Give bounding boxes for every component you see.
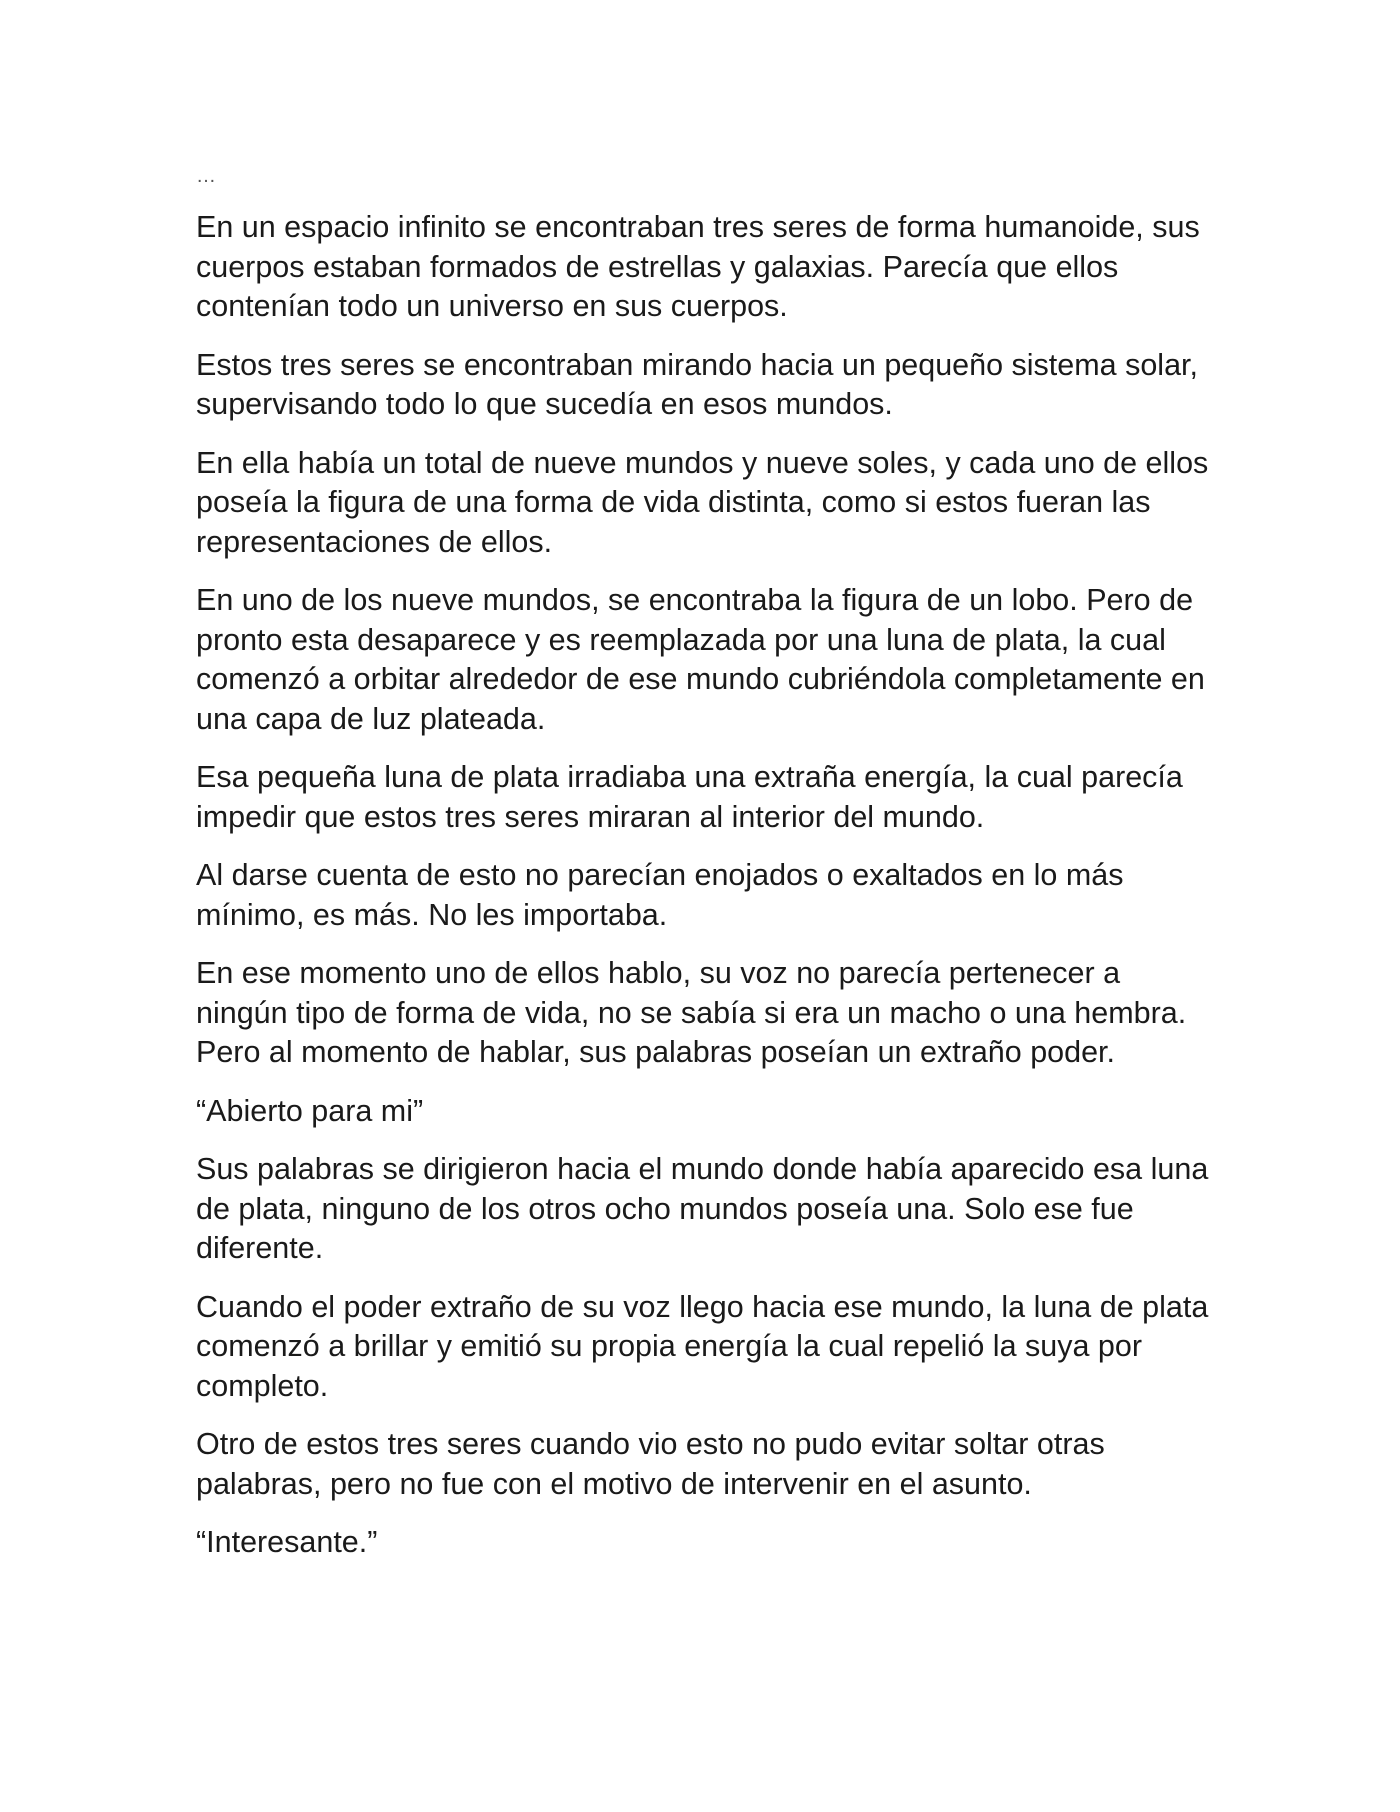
paragraph-7: En ese momento uno de ellos hablo, su voz no parecía pertenecer a ningún tipo de forma de vida, no se sabía si era un macho o una hembra. Pero al momento de hablar, sus palabras poseían un extraño poder. xyxy=(196,956,1187,1069)
paragraph-10: Otro de estos tres seres cuando vio esto no pudo evitar soltar otras palabras, pero no fue con el motivo de intervenir en el asunto. xyxy=(196,1427,1105,1501)
paragraph-4: En uno de los nueve mundos, se encontraba la figura de un lobo. Pero de pronto esta desaparece y es reemplazada por una luna de plata, la cual comenzó a orbitar alrededor de ese mundo cubriéndola completamente en una capa de luz plateada. xyxy=(196,583,1205,736)
paragraph-1: En un espacio infinito se encontraban tres seres de forma humanoide, sus cuerpos estaban formados de estrellas y galaxias. Parecía que ellos contenían todo un universo en sus cuerpos. xyxy=(196,210,1200,323)
paragraph-5: Esa pequeña luna de plata irradiaba una extraña energía, la cual parecía impedir que estos tres seres miraran al interior del mundo. xyxy=(196,760,1183,834)
paragraph-3: En ella había un total de nueve mundos y nueve soles, y cada uno de ellos poseía la figura de una forma de vida distinta, como si estos fueran las representaciones de ellos. xyxy=(196,445,1209,559)
paragraph-6: Al darse cuenta de esto no parecían enojados o exaltados en lo más mínimo, es más. No les importaba. xyxy=(196,858,1124,932)
ellipsis-marker: … xyxy=(196,165,218,187)
paragraph-2: Estos tres seres se encontraban mirando hacia un pequeño sistema solar, supervisando todo lo que sucedía en esos mundos. xyxy=(196,347,1198,421)
document-text xyxy=(196,164,1216,1582)
dialogue-line-1: “Abierto para mi” xyxy=(196,1093,424,1128)
paragraph-9: Cuando el poder extraño de su voz llego hacia ese mundo, la luna de plata comenzó a brillar y emitió su propia energía la cual repelió la suya por completo. xyxy=(196,1289,1209,1403)
dialogue-line-2: “Interesante.” xyxy=(196,1525,378,1559)
paragraph-8: Sus palabras se dirigieron hacia el mundo donde había aparecido esa luna de plata, ninguno de los otros ocho mundos poseía una. Solo ese fue diferente. xyxy=(196,1152,1209,1265)
